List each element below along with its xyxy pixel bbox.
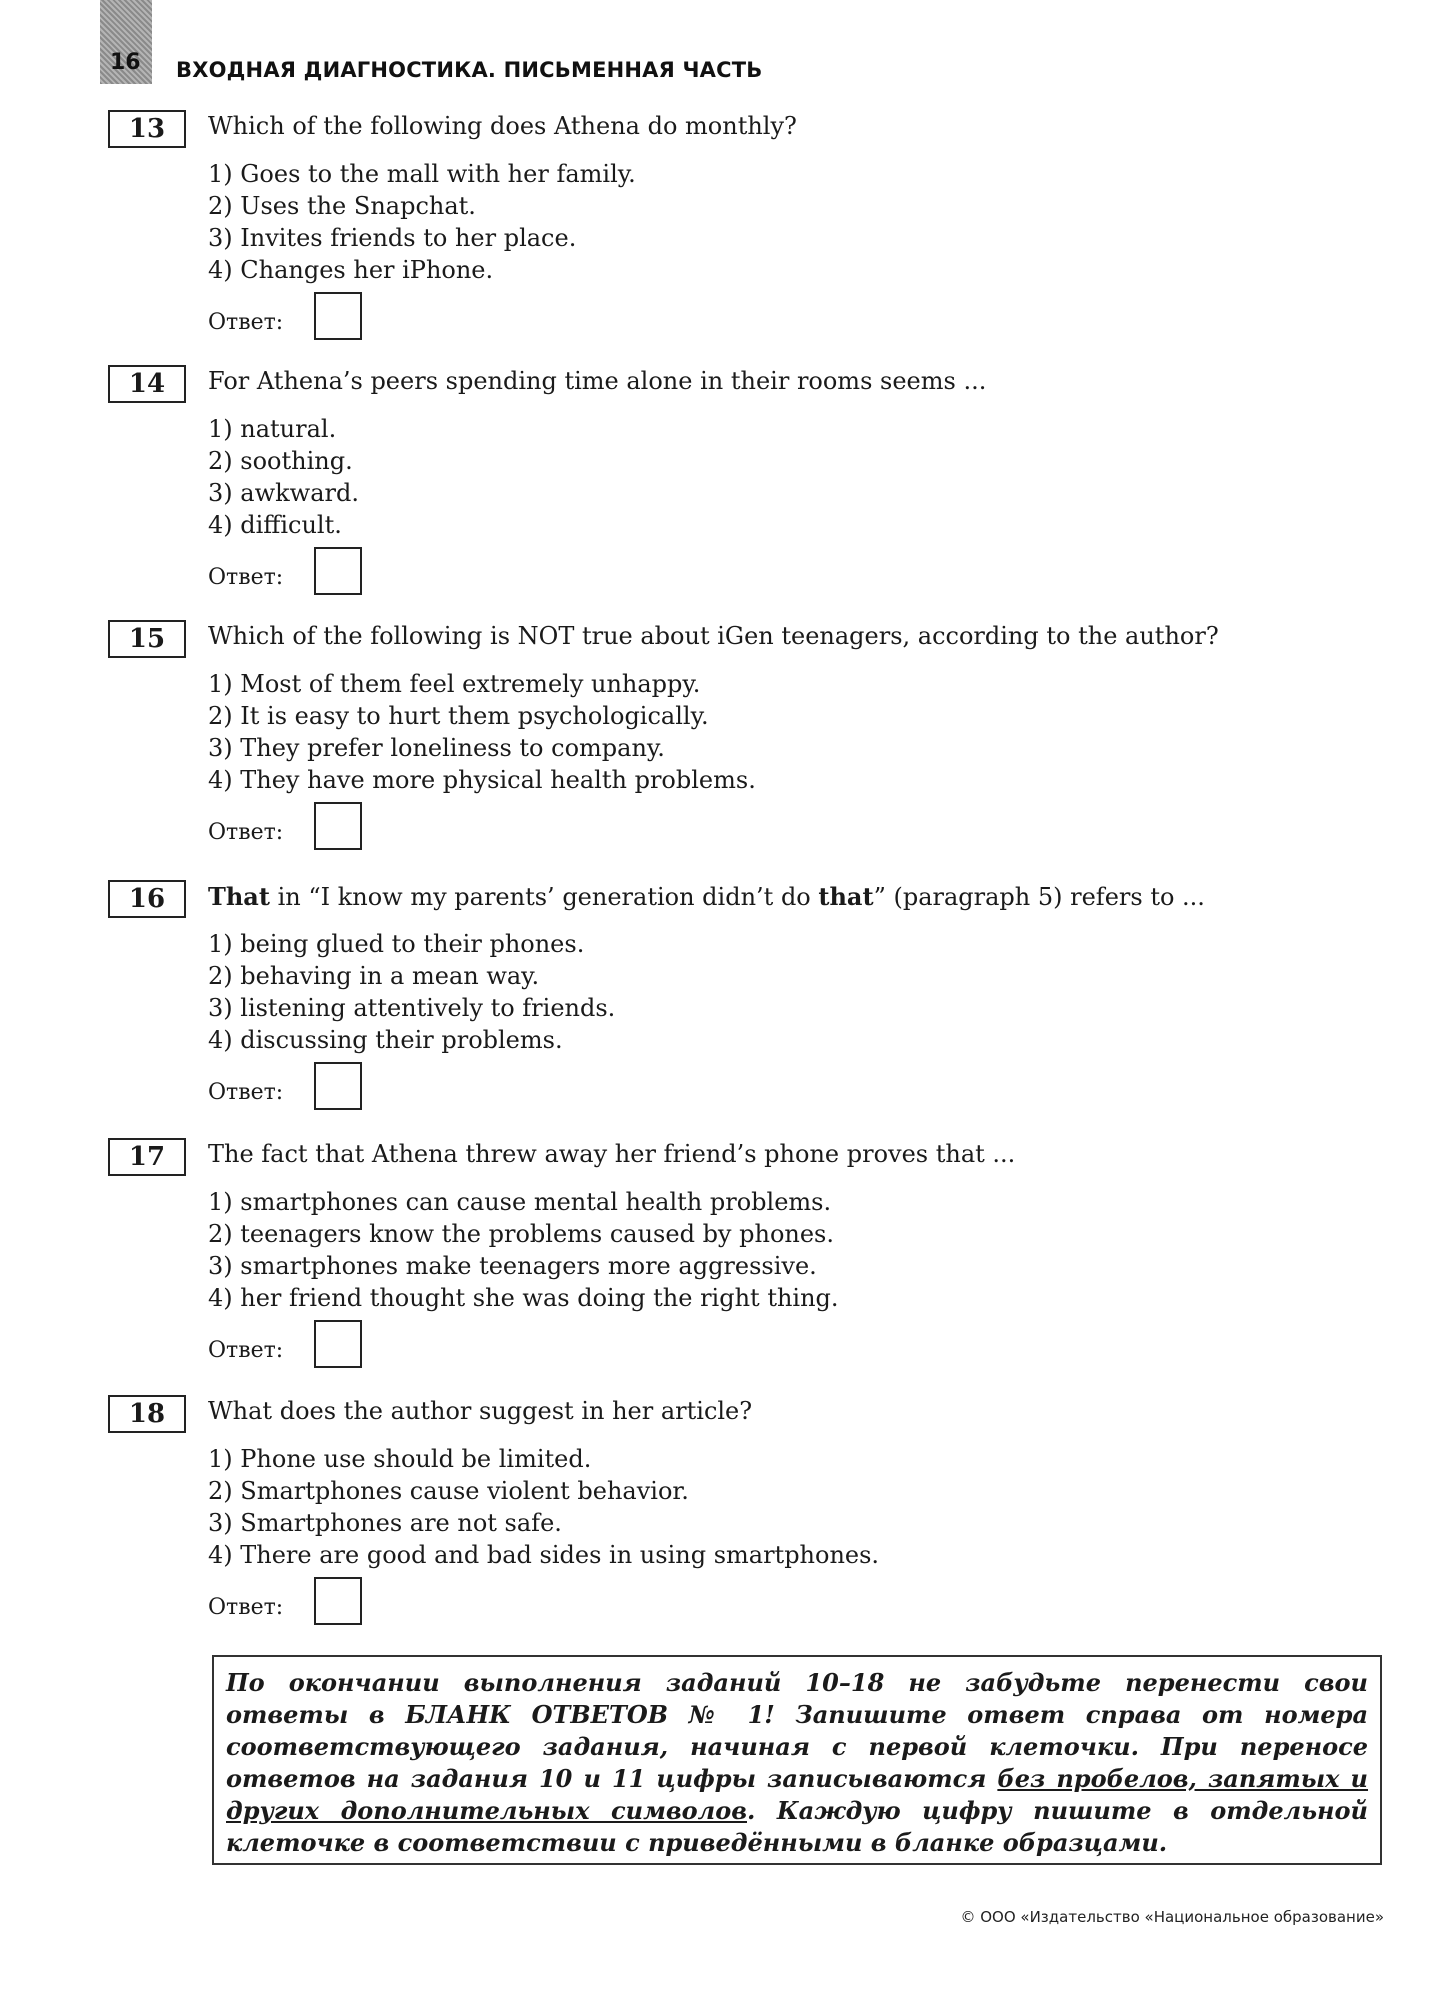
question-bold-that-2: that [818,882,874,911]
section-title: ВХОДНАЯ ДИАГНОСТИКА. ПИСЬМЕННАЯ ЧАСТЬ [176,58,763,82]
answer-box[interactable] [314,1062,362,1110]
note-underlined: без пробелов, запятых и других дополнительных символов [226,1764,1369,1825]
option-3: 3) awkward. [208,479,359,507]
option-1: 1) smartphones can cause mental health problems. [208,1188,832,1216]
task-number: 13 [108,110,186,148]
options-list [208,158,636,286]
question-text: The fact that Athena threw away her friend’s phone proves that ... [208,1140,1016,1168]
options-list [208,1186,839,1314]
task-number: 16 [108,880,186,918]
option-1: 1) Goes to the mall with her family. [208,160,636,188]
task-number: 15 [108,620,186,658]
answer-label: Ответ: [208,310,284,335]
options-list [208,413,359,541]
answer-label: Ответ: [208,1595,284,1620]
question-text [208,882,1205,911]
option-2: 2) soothing. [208,447,353,475]
option-1: 1) being glued to their phones. [208,930,585,958]
option-2: 2) Uses the Snapchat. [208,192,476,220]
question-mid: in “I know my parents’ generation didn’t do [269,883,819,911]
answer-label: Ответ: [208,1338,284,1363]
option-4: 4) her friend thought she was doing the right thing. [208,1284,839,1312]
question-end: ” (paragraph 5) refers to ... [873,883,1205,911]
question-text: Which of the following does Athena do monthly? [208,112,797,140]
option-4: 4) difficult. [208,511,342,539]
question-text: For Athena’s peers spending time alone in their rooms seems ... [208,367,987,395]
answer-box[interactable] [314,802,362,850]
question-bold-that: That [208,882,270,911]
options-list [208,928,615,1056]
option-3: 3) smartphones make teenagers more aggressive. [208,1252,817,1280]
question-text: Which of the following is NOT true about iGen teenagers, according to the author? [208,622,1219,650]
task-number: 14 [108,365,186,403]
answer-box[interactable] [314,547,362,595]
options-list [208,1443,879,1571]
option-3: 3) They prefer loneliness to company. [208,734,665,762]
task-number: 18 [108,1395,186,1433]
option-3: 3) listening attentively to friends. [208,994,616,1022]
page-header [100,0,1000,86]
option-1: 1) natural. [208,415,337,443]
page-number: 16 [110,50,141,75]
option-3: 3) Smartphones are not safe. [208,1509,562,1537]
option-4: 4) There are good and bad sides in using smartphones. [208,1541,880,1569]
option-4: 4) discussing their problems. [208,1026,563,1054]
answer-box[interactable] [314,1577,362,1625]
instruction-note [212,1655,1382,1865]
task-number: 17 [108,1138,186,1176]
note-text-2: . Каждую цифру пишите в отдельной клеточке в соответствии с приведёнными в бланке образцами. [226,1796,1368,1857]
question-text: What does the author suggest in her article? [208,1397,753,1425]
answer-label: Ответ: [208,820,284,845]
options-list [208,668,756,796]
option-2: 2) teenagers know the problems caused by phones. [208,1220,834,1248]
answer-box[interactable] [314,292,362,340]
answer-label: Ответ: [208,1080,284,1105]
option-2: 2) It is easy to hurt them psychologically. [208,702,709,730]
option-2: 2) Smartphones cause violent behavior. [208,1477,689,1505]
option-1: 1) Most of them feel extremely unhappy. [208,670,701,698]
answer-label: Ответ: [208,565,284,590]
option-4: 4) Changes her iPhone. [208,256,494,284]
copyright-footer: © ООО «Издательство «Национальное образование» [960,1908,1384,1926]
note-text-1: По окончании выполнения заданий 10–18 не забудьте перенести свои ответы в БЛАНК ОТВЕТОВ № 1! Запишите ответ справа от номера соответствующего задания, начиная с первой клеточки. При переносе ответов на задания 10 и 11 цифры записываются [226,1668,1368,1793]
option-4: 4) They have more physical health problems. [208,766,756,794]
option-2: 2) behaving in a mean way. [208,962,540,990]
option-3: 3) Invites friends to her place. [208,224,577,252]
answer-box[interactable] [314,1320,362,1368]
option-1: 1) Phone use should be limited. [208,1445,592,1473]
